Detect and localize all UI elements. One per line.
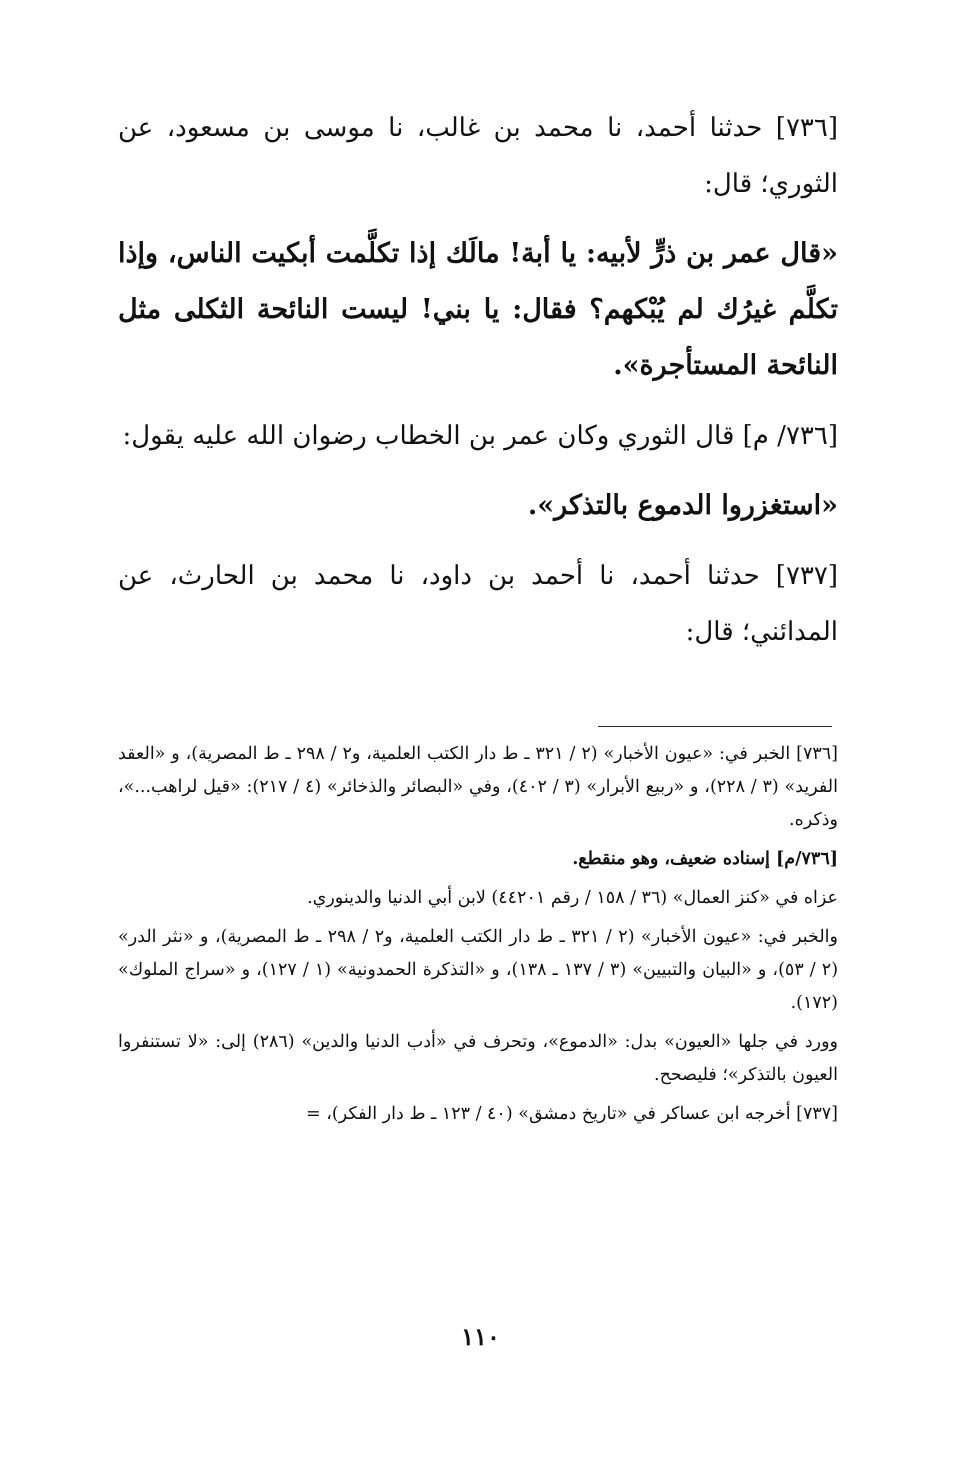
footnote-separator [598,726,832,727]
quote-umar-ibn-dharr: «قال عمر بن ذرٍّ لأبيه: يا أبة! مالَك إذا تكلَّمت أبكيت الناس، وإذا تكلَّم غيرُك لم يُبْكهم؟ فقال: يا بني! ليست النائحة الثكلى مثل النائحة المستأجرة». [118,238,838,381]
footnote-sources: والخبر في: «عيون الأخبار» (٢ / ٣٢١ ـ ط دار الكتب العلمية، و٢ / ٢٩٨ ـ ط المصرية)، و «نثر الدر» (٢ / ٥٣)، و «البيان والتبيين» (٣ / ١٣٧ ـ ١٣٨)، و «التذكرة الحمدونية» (١ / ١٢٧)، و «سراج الملوك» (١٧٢). [118,927,839,1013]
footnote-737: [٧٣٧] أخرجه ابن عساكر في «تاريخ دمشق» (٤٠ / ١٢٣ ـ ط دار الفكر)، = [306,1104,838,1124]
footnote-736m: [٧٣٦/م] إسناده ضعيف، وهو منقطع. [572,849,838,869]
footnote-kanz: عزاه في «كنز العمال» (٣٦ / ١٥٨ / رقم ٤٤٢٠١) لابن أبي الدنيا والدينوري. [307,888,838,908]
footnote-736: [٧٣٦] الخبر في: «عيون الأخبار» (٢ / ٣٢١ ـ ط دار الكتب العلمية، و٢ / ٢٩٨ ـ ط المصرية)، و «العقد الفريد» (٣ / ٢٢٨)، و «ربيع الأبرار» (٣ / ٤٠٢)، وفي «البصائر والذخائر» (٤ / ٢١٧): «قيل لراهب...»، وذكره. [118,744,838,830]
footnote-variant: وورد في جلها «العيون» بدل: «الدموع»، وتحرف في «أدب الدنيا والدين» (٢٨٦) إلى: «لا تستنفروا العيون بالتذكر»؛ فليصحح. [118,1032,838,1085]
quote-tears: «استغزروا الدموع بالتذكر». [527,490,838,521]
hadith-736m: [٧٣٦/ م] قال الثوري وكان عمر بن الخطاب رضوان الله عليه يقول: [122,421,838,451]
main-text [118,100,838,674]
hadith-737: [٧٣٧] حدثنا أحمد، نا أحمد بن داود، نا محمد بن الحارث، عن المدائني؛ قال: [118,561,838,647]
hadith-736: [٧٣٦] حدثنا أحمد، نا محمد بن غالب، نا موسى بن مسعود، عن الثوري؛ قال: [118,113,838,199]
footnotes [118,738,838,1137]
page-number: ١١٠ [461,1322,500,1351]
